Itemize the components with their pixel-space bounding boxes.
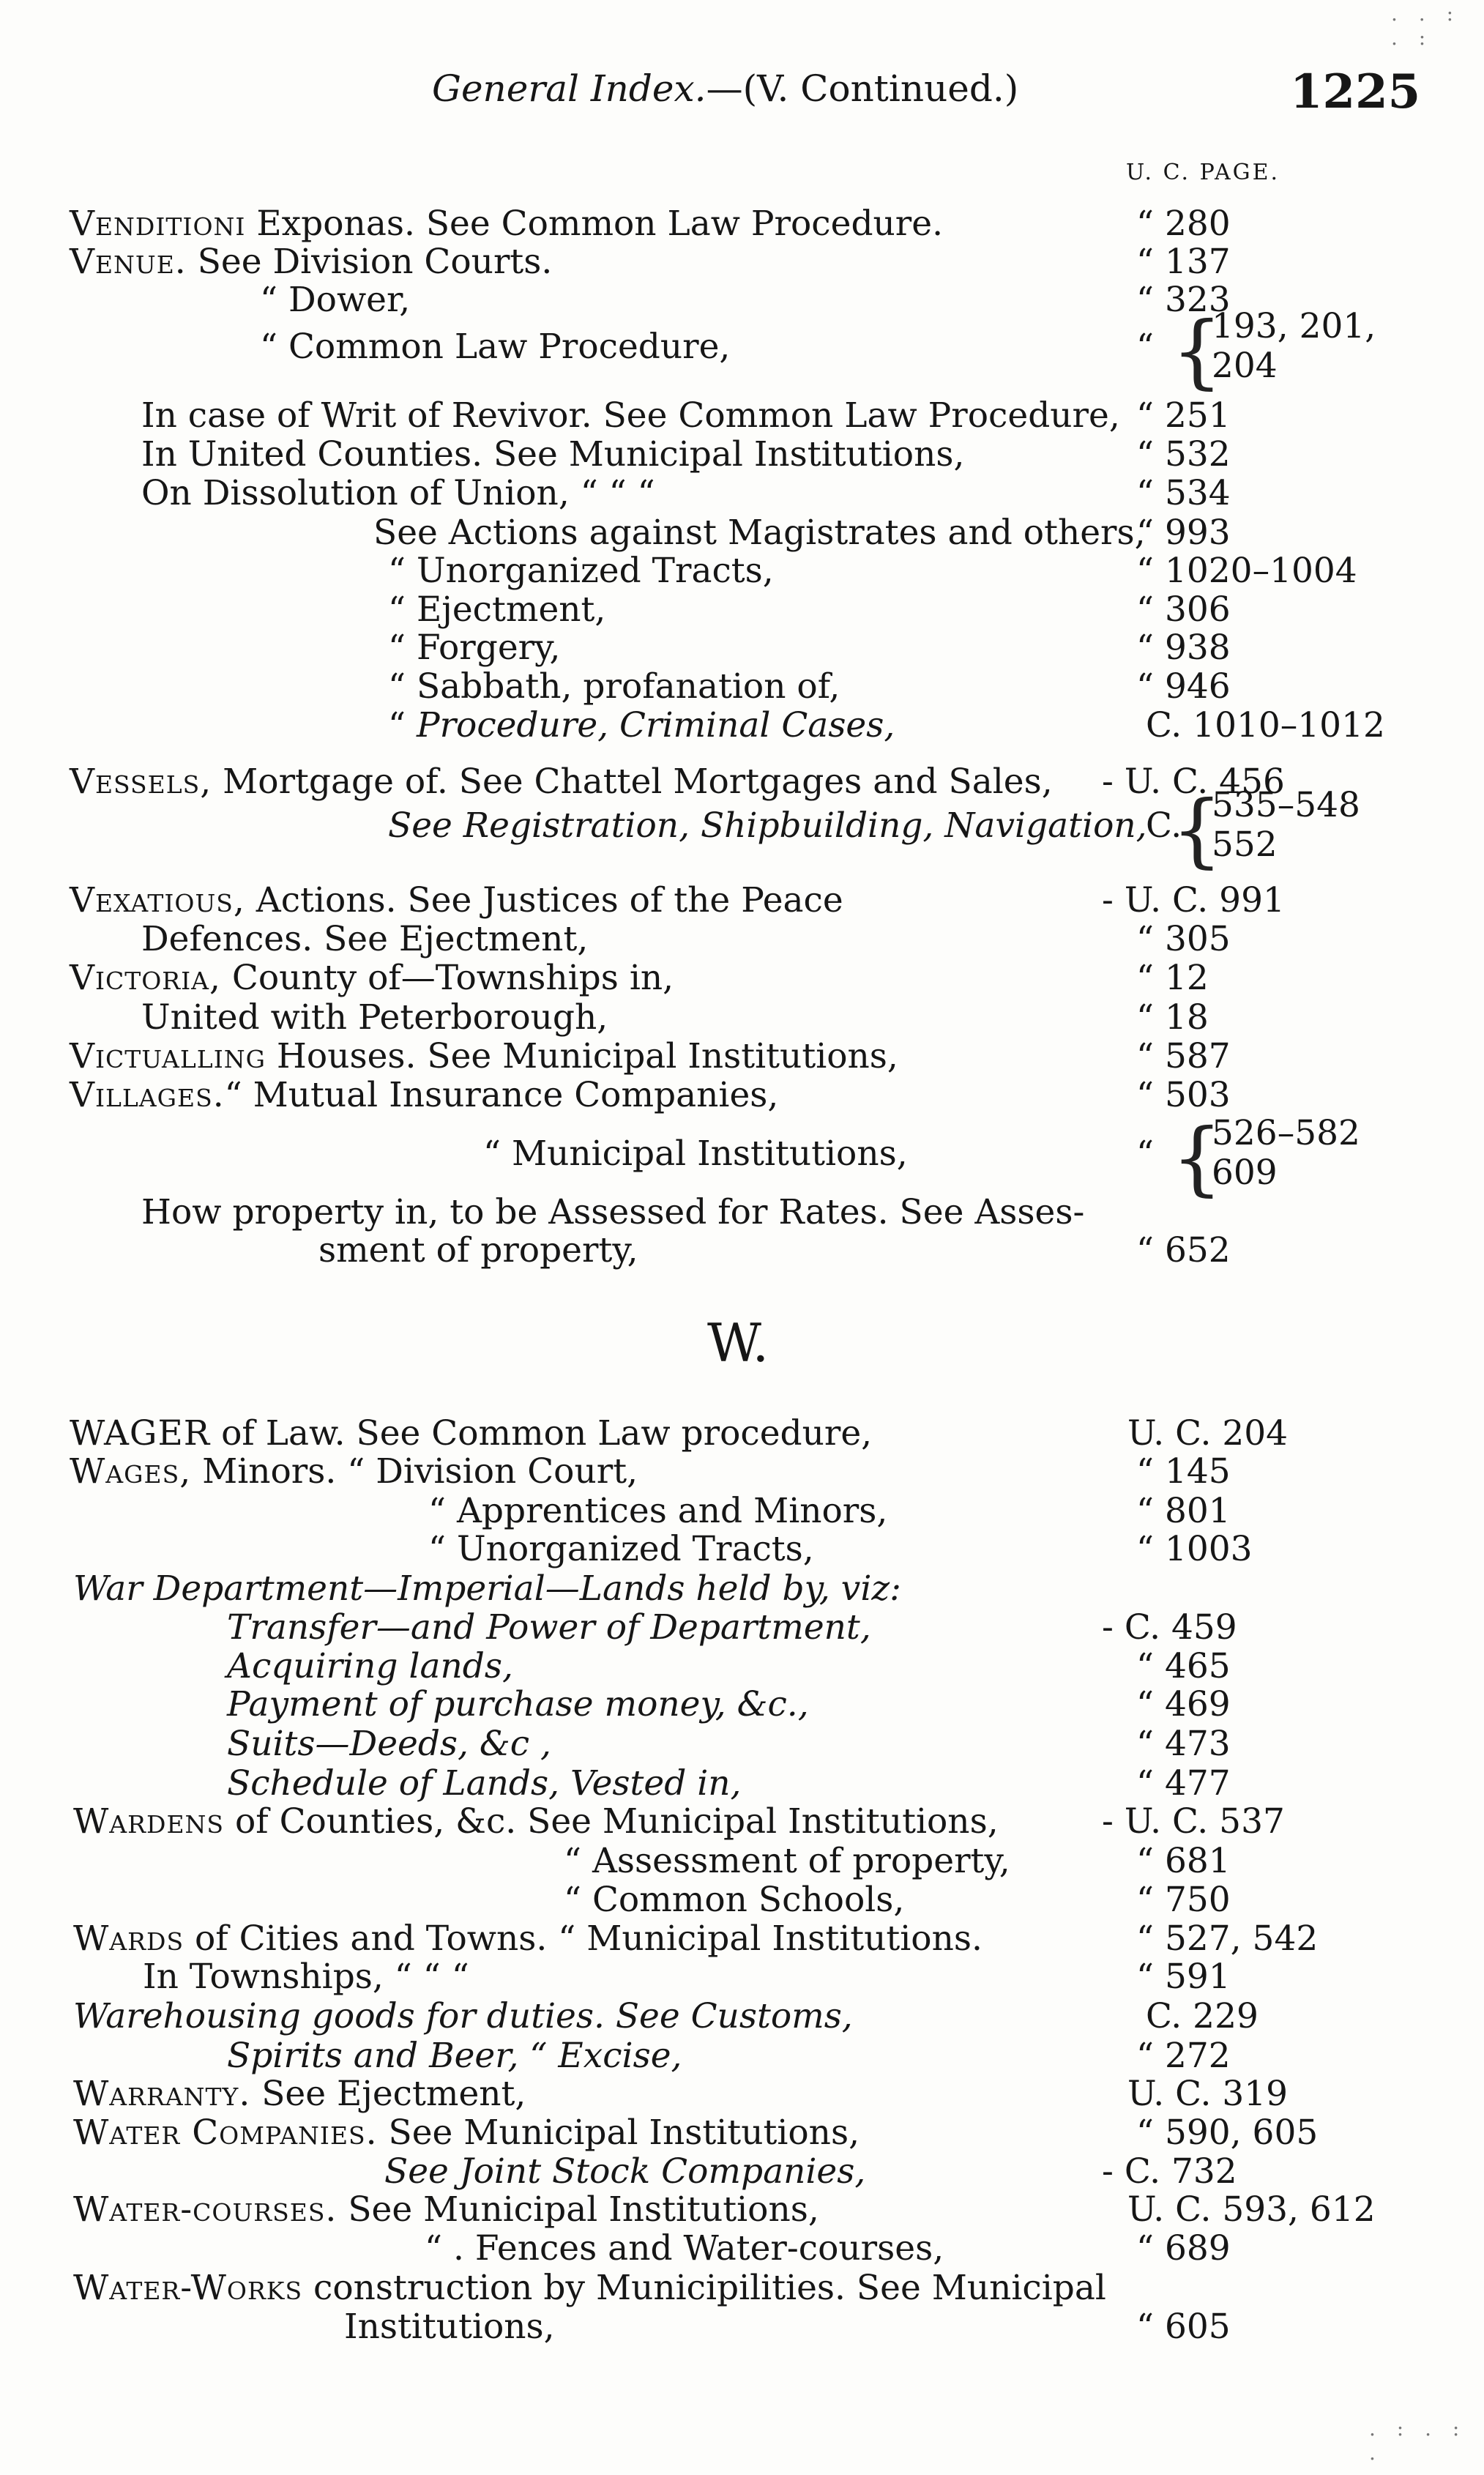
entry-body-italic: See Joint Stock Companies, [384,2151,866,2192]
page-reference: “ 591 [1136,1957,1231,1997]
w-entry-text [384,2151,865,2192]
v-entry-text [141,434,964,475]
w-entry-text [73,2113,860,2154]
w-entry-text [227,2036,682,2077]
entry-body: Houses. See Municipal Institutions, [265,1036,898,1076]
entry-body: In United Counties. See Municipal Institutions, [141,434,965,474]
v-entry-text [70,1075,778,1116]
w-entry-text [73,1568,901,1609]
page-reference: “ 503 [1136,1075,1231,1115]
page-reference: “ 1003 [1136,1529,1253,1569]
w-entry-text [428,1491,887,1532]
v-entry-text [70,1036,898,1077]
w-entry-text [70,1413,872,1454]
w-entry-text [70,1451,638,1492]
entry-body-italic: Schedule of Lands, Vested in, [227,1763,742,1804]
entry-body: “ Sabbath, profanation of, [388,666,840,707]
page-reference: U. C. 319 [1127,2074,1289,2114]
running-head-italic: General Index. [432,67,706,110]
w-entry-text [73,1918,983,1959]
v-entry-text [388,628,560,669]
page-reference: “ 1020–1004 [1136,551,1357,591]
entry-heading-term: Vexatious, [70,880,245,920]
w-entry-text [564,1841,1010,1882]
margin-specks-bottom: . : . : . [1369,2416,1467,2465]
page-reference: “ 137 [1136,242,1231,282]
entry-body: Mortgage of. See Chattel Mortgages and Sales, [212,762,1053,802]
entry-body: “ Municipal Institutions, [483,1134,908,1174]
entry-heading-term: Water Companies. [73,2113,378,2153]
entry-heading-term: Wages, [70,1451,192,1492]
entry-heading-term: Victualling [70,1036,266,1076]
page-reference: “ 323 [1136,280,1231,320]
entry-body: United with Peterborough, [141,997,608,1038]
page-reference-lower: 552 [1212,825,1278,865]
v-entry-text [388,551,774,592]
v-entry-text [70,242,552,283]
entry-heading-term: Vessels, [70,762,212,802]
v-entry-text [141,395,1120,436]
page-reference: “ 473 [1136,1724,1231,1764]
w-entry-text [73,1801,999,1842]
page-reference: “ 18 [1136,997,1209,1038]
w-entry-text [73,2189,819,2230]
entry-heading-term: WAGER [70,1413,211,1454]
entry-body: In Townships, “ “ “ [143,1957,469,1997]
column-heading-uc: U. C. [1126,160,1191,185]
page-reference: “ [1136,327,1155,367]
entry-body: “ Common Law Procedure, [260,327,731,367]
page-reference: “ 938 [1136,628,1231,668]
w-entry-text [73,2074,526,2115]
v-entry-text [141,997,608,1038]
page-reference: “ 251 [1136,395,1231,436]
entry-body-italic: Transfer—and Power of Department, [227,1607,871,1648]
page-reference: U. C. 593, 612 [1127,2189,1376,2230]
entry-body: In case of Writ of Revivor. See Common Law Procedure, [141,395,1120,436]
entry-body: of Counties, &c. See Municipal Institutions, [224,1801,999,1842]
page-reference: C. 229 [1146,1996,1259,2036]
entry-body: “ . Fences and Water-courses, [425,2228,944,2269]
entry-body: construction by Municipilities. See Municipal [302,2268,1106,2308]
entry-body: Minors. “ Division Court, [191,1451,638,1492]
entry-body: “ Common Schools, [564,1880,905,1920]
page-reference: “ 801 [1136,1491,1231,1531]
page-reference: “ 652 [1136,1230,1231,1270]
page-reference: “ [1136,1134,1155,1174]
entry-body-italic: Suits—Deeds, &c , [227,1724,551,1764]
page-reference-upper: 526–582 [1212,1113,1360,1153]
running-head-rest: —(V. Continued.) [706,67,1019,110]
w-entry-text [143,1957,469,1998]
entry-body: On Dissolution of Union, “ “ “ [141,473,655,513]
page-reference: “ 469 [1136,1684,1231,1724]
v-entry-text [388,805,1147,846]
entry-heading-term: Wards [73,1918,184,1959]
entry-body: See Ejectment, [250,2074,526,2114]
entry-body: “ Ejectment, [388,589,606,630]
entry-body: See Actions against Magistrates and others, [373,513,1146,553]
page-reference: “ 534 [1136,473,1231,513]
page-reference-upper: 193, 201, [1212,306,1376,346]
column-heading [1126,160,1280,185]
page-reference: “ 280 [1136,204,1231,244]
page-reference: “ 12 [1136,958,1209,998]
section-letter: W. [707,1312,769,1374]
entry-body: of Cities and Towns. “ Municipal Institutions. [184,1918,983,1959]
entry-body: of Law. See Common Law procedure, [210,1413,873,1454]
page-reference: U. C. 204 [1127,1413,1289,1454]
entry-body: Exponas. See Common Law Procedure. [245,204,944,244]
page-reference: C. [1146,805,1182,846]
entry-heading-term: Wardens [73,1801,225,1842]
entry-body-italic: Procedure, Criminal Cases, [416,705,895,745]
page-reference: “ 272 [1136,2036,1231,2076]
entry-heading-term: Warranty. [73,2074,251,2114]
page-reference: “ 532 [1136,434,1231,474]
w-entry-text [73,2268,1106,2309]
page-reference: “ 590, 605 [1136,2113,1319,2153]
v-entry-text [388,589,605,630]
w-entry-text [73,1996,853,2037]
entry-body: How property in, to be Assessed for Rates. See Asses- [141,1192,1085,1232]
entry-heading-term: Villages. [70,1075,225,1115]
margin-specks: . . : . : [1391,1,1461,50]
entry-body-italic: Spirits and Beer, “ Excise, [227,2036,682,2076]
entry-heading-term: Water-Works [73,2268,303,2308]
brace-icon: { [1171,304,1223,398]
page-reference: “ 465 [1136,1646,1231,1686]
page-reference-upper: 535–548 [1212,785,1360,825]
v-entry-text [388,666,840,707]
v-entry-text [141,1192,1084,1233]
entry-body: County of—Townships in, [220,958,674,998]
page-reference: “ 750 [1136,1880,1231,1920]
page-reference: - U. C. 991 [1102,880,1285,920]
page-reference: “ 305 [1136,919,1231,959]
entry-body: “ Forgery, [388,628,561,668]
entry-body-italic: See Registration, Shipbuilding, Navigation, [388,805,1147,846]
entry-body: “ Dower, [260,280,411,320]
page-reference: - U. C. 456 [1102,762,1285,802]
v-entry-text [70,958,674,999]
entry-body: See Division Courts. [186,242,553,282]
page-reference: “ 145 [1136,1451,1231,1492]
entry-body: Institutions, [344,2307,555,2347]
page-reference: C. 1010–1012 [1146,705,1385,745]
v-entry-text [141,919,588,960]
page-reference: “ 605 [1136,2307,1231,2347]
page-reference: - U. C. 537 [1102,1801,1285,1842]
w-entry-text [227,1724,551,1765]
entry-heading-term: Victoria, [70,958,221,998]
entry-body-italic: Payment of purchase money, &c., [227,1684,809,1724]
v-entry-text [318,1230,638,1271]
entry-body: “ Apprentices and Minors, [428,1491,888,1531]
v-entry-text [260,280,410,321]
column-heading-page: PAGE. [1199,160,1280,185]
v-entry-text [70,204,943,245]
v-entry-text [373,513,1146,554]
page-reference: “ 306 [1136,589,1231,630]
running-head [432,67,1018,110]
entry-body-italic: Warehousing goods for duties. See Customs, [73,1996,853,2036]
page-reference: “ 689 [1136,2228,1231,2269]
w-entry-text [564,1880,904,1921]
page-number: 1225 [1290,64,1421,119]
v-entry-text [260,327,730,368]
page-reference: “ 527, 542 [1136,1918,1319,1959]
v-entry-text [70,762,1053,803]
entry-body: See Municipal Institutions, [377,2113,860,2153]
page-reference: - C. 459 [1102,1607,1237,1648]
v-entry-text [70,880,843,921]
w-entry-text [344,2307,555,2348]
entry-body: Defences. See Ejectment, [141,919,589,959]
page-reference-lower: 204 [1212,346,1278,386]
entry-body: See Municipal Institutions, [337,2189,819,2230]
w-entry-text [227,1646,513,1687]
v-entry-text [388,705,895,746]
page-reference: “ 477 [1136,1763,1231,1804]
page-reference-lower: 609 [1212,1153,1278,1193]
entry-body-italic: War Department—Imperial—Lands held by, viz: [73,1568,901,1609]
entry-body: “ Unorganized Tracts, [428,1529,814,1569]
entry-body: “ Mutual Insurance Companies, [224,1075,779,1115]
w-entry-text [227,1607,871,1648]
w-entry-text [227,1763,742,1804]
entry-heading-term: Water-courses. [73,2189,338,2230]
entry-heading-term: Venditioni [70,204,246,244]
page-reference: - C. 732 [1102,2151,1237,2192]
entry-body: Actions. See Justices of the Peace [245,880,843,920]
page-reference: “ 993 [1136,513,1231,553]
w-entry-text [227,1684,809,1725]
entry-body: “ Unorganized Tracts, [388,551,774,591]
entry-heading-term: Venue. [70,242,187,282]
entry-body-italic: Acquiring lands, [227,1646,513,1686]
brace-icon: { [1171,1111,1223,1205]
page-reference: “ 587 [1136,1036,1231,1076]
brace-icon: { [1171,783,1223,877]
page-reference: “ 681 [1136,1841,1231,1881]
entry-ditto: “ [388,705,417,745]
entry-body: “ Assessment of property, [564,1841,1010,1881]
v-entry-text [483,1134,908,1175]
entry-body: sment of property, [318,1230,638,1270]
page-reference: “ 946 [1136,666,1231,707]
w-entry-text [425,2228,944,2269]
w-entry-text [428,1529,814,1570]
v-entry-text [141,473,655,514]
